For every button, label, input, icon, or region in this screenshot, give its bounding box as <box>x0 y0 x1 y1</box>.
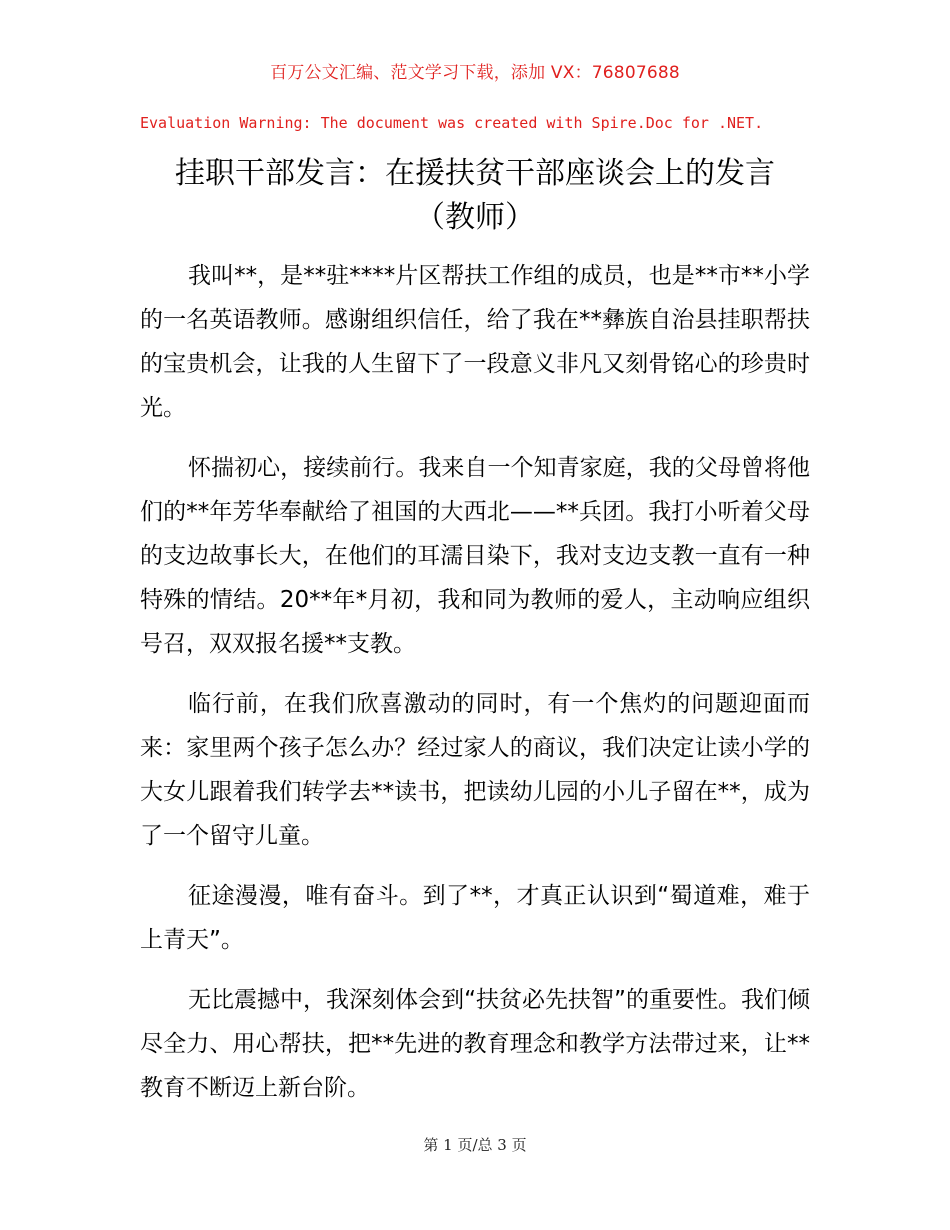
page-indicator: 第 1 页/总 3 页 <box>423 1136 527 1154</box>
title-line-2: （教师） <box>415 200 535 235</box>
paragraph-4: 征途漫漫，唯有奋斗。到了**，才真正认识到“蜀道难，难于上青天”。 <box>140 883 810 953</box>
paragraph-5: 无比震撼中，我深刻体会到“扶贫必先扶智”的重要性。我们倾尽全力、用心帮扶，把**先进的教育理念和教学方法带过来，让**教育不断迈上新台阶。 <box>140 987 810 1101</box>
header-banner: 百万公文汇编、范文学习下载，添加 VX：76807688 <box>270 63 680 83</box>
document-title <box>140 152 810 240</box>
paragraph-2: 怀揣初心，接续前行。我来自一个知青家庭，我的父母曾将他们的**年芳华奉献给了祖国的大西北——**兵团。我打小听着父母的支边故事长大，在他们的耳濡目染下，我对支边支教一直有一种特殊的情结。20**年*月初，我和同为教师的爱人，主动响应组织号召，双双报名援**支教。 <box>140 455 810 657</box>
document-body <box>140 254 810 1126</box>
title-line-1: 挂职干部发言：在援扶贫干部座谈会上的发言 <box>175 156 775 191</box>
paragraph-3: 临行前，在我们欣喜激动的同时，有一个焦灼的问题迎面而来：家里两个孩子怎么办？经过家人的商议，我们决定让读小学的大女儿跟着我们转学去**读书，把读幼儿园的小儿子留在**，成为了一个留守儿童。 <box>140 691 811 849</box>
paragraph-1: 我叫**，是**驻****片区帮扶工作组的成员，也是**市**小学的一名英语教师。感谢组织信任，给了我在**彝族自治县挂职帮扶的宝贵机会，让我的人生留下了一段意义非凡又刻骨铭心的珍贵时光。 <box>140 263 810 421</box>
evaluation-warning: Evaluation Warning: The document was created with Spire.Doc for .NET. <box>140 114 764 132</box>
